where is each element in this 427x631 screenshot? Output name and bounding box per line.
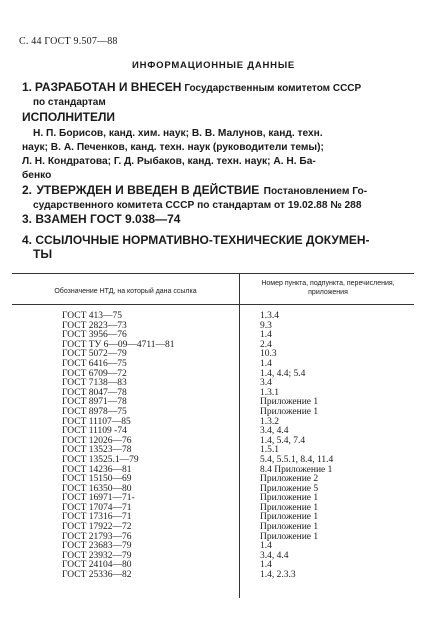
section-replaces: 3. ВЗАМЕН ГОСТ 9.038—74 (22, 212, 181, 226)
info-data-title: ИНФОРМАЦИОННЫЕ ДАННЫЕ (131, 60, 296, 71)
reference-clause: 1.4, 2.3.3 (260, 570, 296, 581)
table-header-rule (12, 304, 414, 305)
section-lead: РАЗРАБОТАН И ВНЕСЕН (34, 80, 182, 94)
section-developed (22, 80, 402, 110)
document-designation: ГОСТ 14236—81 (62, 464, 132, 475)
column-header-reference-line: Номер пункта, подпункта, перечисления, (261, 280, 395, 287)
document-designation: ГОСТ 13523—78 (62, 445, 132, 456)
document-designation: ГОСТ 8978—75 (62, 406, 127, 417)
reference-clause: Приложение 1 (260, 406, 319, 417)
document-designation: ГОСТ 16971—71- (62, 493, 135, 504)
reference-clause: 1.4 (260, 358, 272, 369)
reference-clause: Приложение 5 (260, 483, 319, 494)
executors-line: Л. Н. Кондратова; Г. Д. Рыбаков, канд. техн. наук; А. Н. Ба- (22, 156, 316, 167)
document-designation: ГОСТ 6709—72 (62, 368, 127, 379)
reference-clause: 1.4 (260, 560, 272, 571)
section-number: 2. (22, 183, 33, 197)
reference-clause: Приложение 1 (260, 397, 319, 408)
document-designation: ГОСТ 8047—78 (62, 387, 127, 398)
document-designation: ГОСТ 8971—78 (62, 397, 127, 408)
document-designation: ГОСТ 24104—80 (62, 560, 132, 571)
section-text-continued: сударственного комитета СССР по стандартам от 19.02.88 № 288 (33, 200, 362, 211)
document-designation: ГОСТ 413—75 (62, 311, 122, 321)
document-designation: ГОСТ 13525.1—79 (62, 454, 139, 465)
reference-clause: 3.4, 4.4 (260, 550, 289, 561)
document-designation: ГОСТ 2823—73 (62, 320, 127, 331)
section-text: Государственным комитетом СССР (184, 83, 362, 94)
document-designation: ГОСТ 16350—80 (62, 483, 132, 494)
column-header-reference (242, 279, 414, 297)
table-row (12, 571, 414, 581)
document-designation: ГОСТ 11107—85 (62, 416, 131, 427)
reference-clause: 8.4 Приложение 1 (260, 464, 333, 475)
executors-list (22, 127, 394, 183)
page-header: С. 44 ГОСТ 9.507—88 (19, 36, 118, 47)
section-lead: УТВЕРЖДЕН И ВВЕДЕН В ДЕЙСТВИЕ (36, 183, 260, 197)
document-designation: ГОСТ 17316—71 (62, 512, 132, 523)
reference-clause: 3.4 (260, 378, 272, 389)
reference-clause: Приложение 2 (260, 474, 319, 485)
document-designation: ГОСТ 15150—69 (62, 474, 132, 485)
document-designation: ГОСТ 5072—79 (62, 349, 127, 360)
document-designation: ГОСТ ТУ 6—09—4711—81 (62, 339, 175, 350)
reference-clause: 10.3 (260, 349, 277, 360)
reference-clause: Приложение 1 (260, 512, 319, 523)
section-number: 1. (22, 80, 33, 94)
reference-clause: 5.4, 5.5.1, 8.4, 11.4 (260, 454, 334, 465)
document-designation: ГОСТ 25336—82 (62, 570, 132, 581)
reference-clause: Приложение 1 (260, 502, 319, 513)
document-designation: ГОСТ 3956—76 (62, 330, 127, 341)
executors-line: бенко (22, 170, 52, 181)
document-designation: ГОСТ 17074—71 (62, 502, 132, 513)
section-references (22, 233, 402, 261)
document-designation: ГОСТ 6416—75 (62, 358, 127, 369)
executors-title: ИСПОЛНИТЕЛИ (22, 110, 116, 124)
document-designation: ГОСТ 7138—83 (62, 378, 127, 389)
section-text-continued: по стандартам (33, 97, 106, 108)
section-references-line: 4. ССЫЛОЧНЫЕ НОРМАТИВНО-ТЕХНИЧЕСКИЕ ДОКУМЕН- (22, 233, 370, 247)
column-header-document: Обозначение НТД, на который дана ссылка (54, 288, 197, 295)
table-top-rule (12, 273, 414, 274)
references-table (12, 273, 414, 598)
reference-clause: 1.3.2 (260, 416, 279, 427)
executors-line: наук; В. А. Печенков, канд. техн. наук (руководители темы); (22, 142, 324, 153)
document-designation: ГОСТ 17922—72 (62, 522, 132, 533)
reference-clause: 3.4, 4.4 (260, 426, 289, 437)
reference-clause: 1.4, 4.4; 5.4 (260, 368, 306, 379)
reference-clause: 9.3 (260, 320, 272, 331)
reference-clause: 1.3.1 (260, 387, 279, 398)
document-designation: ГОСТ 23683—79 (62, 541, 132, 552)
document-designation: ГОСТ 23932—79 (62, 550, 132, 561)
reference-clause: 1.4 (260, 330, 272, 341)
executors-line: Н. П. Борисов, канд. хим. наук; В. В. Малунов, канд. техн. (33, 128, 323, 139)
column-header-reference-line: приложения (308, 289, 348, 296)
document-designation: ГОСТ 21793—76 (62, 531, 132, 542)
reference-clause: Приложение 1 (260, 531, 319, 542)
document-designation: ГОСТ 11109 -74 (62, 426, 127, 437)
reference-clause: Приложение 1 (260, 493, 319, 504)
reference-clause: 1.4 (260, 541, 272, 552)
reference-clause: 1.3.4 (260, 311, 279, 321)
reference-clause: 1.5.1 (260, 445, 279, 456)
reference-clause: 1.4, 5.4, 7.4 (260, 435, 306, 446)
document-designation: ГОСТ 12026—76 (62, 435, 132, 446)
section-approved (22, 183, 402, 213)
reference-clause: Приложение 1 (260, 522, 319, 533)
table-body (12, 312, 414, 581)
reference-clause: 2.4 (260, 339, 272, 350)
section-references-line: ТЫ (33, 247, 53, 261)
section-text: Постановлением Го- (263, 186, 368, 197)
